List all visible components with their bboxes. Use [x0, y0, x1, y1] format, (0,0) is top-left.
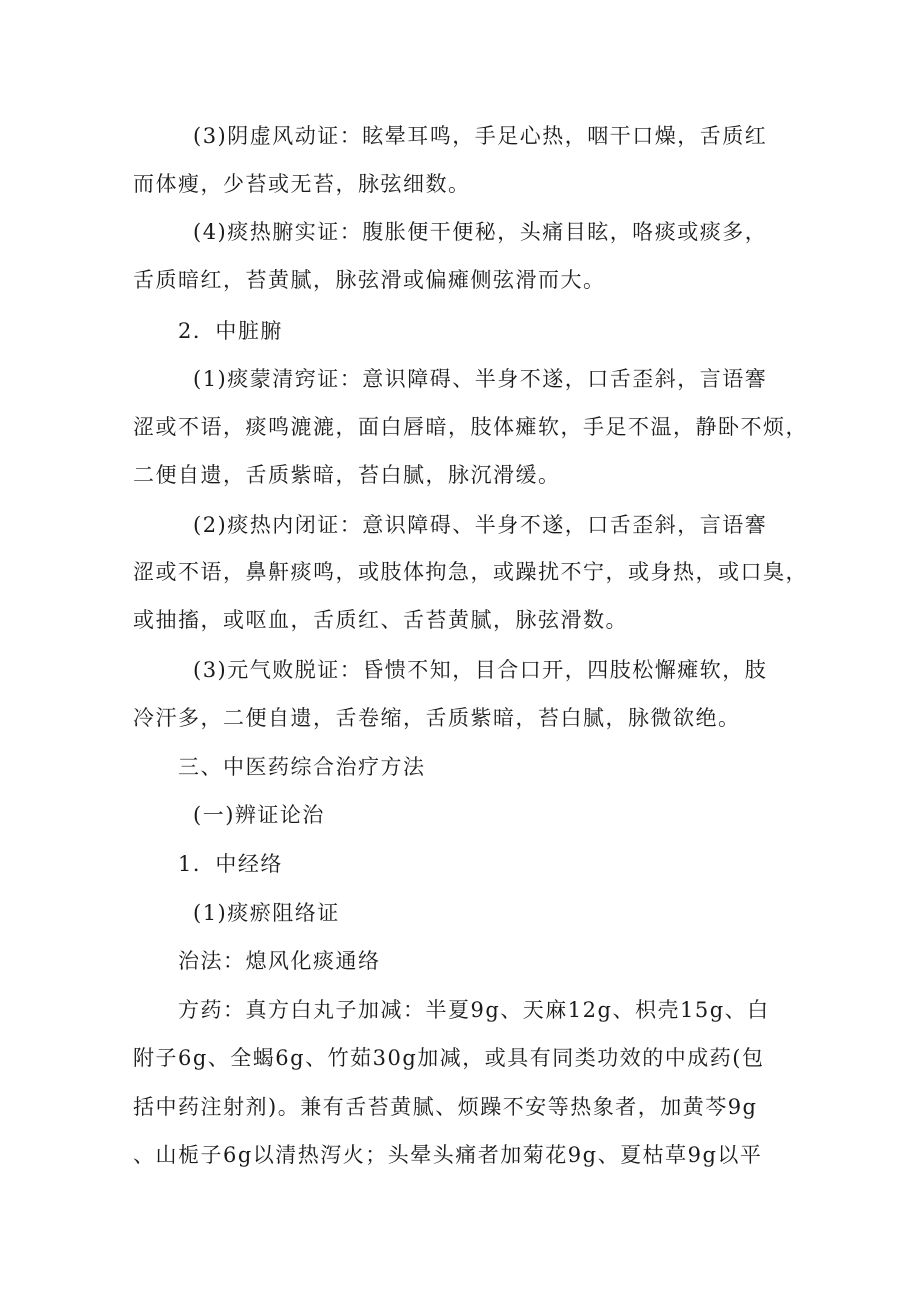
text-line: 附子6g、全蝎6g、竹茹30g加减，或具有同类功效的中成药(包	[133, 1046, 765, 1070]
subsection-heading: 1．中经络	[178, 852, 283, 876]
text-line: 而体瘦，少苔或无苔，脉弦细数。	[133, 172, 471, 196]
text-line: 括中药注射剂)。兼有舌苔黄腻、烦躁不安等热象者，加黄芩9g	[133, 1095, 758, 1119]
subsection-heading: (一)辨证论治	[193, 803, 325, 827]
text-line: 涩或不语，鼻鼾痰鸣，或肢体拘急，或躁扰不宁，或身热，或口臭，	[133, 560, 808, 584]
text-line: 二便自遗，舌质紫暗，苔白腻，脉沉滑缓。	[133, 463, 561, 487]
section-heading: 2．中脏腑	[178, 319, 283, 343]
text-line: (3)阴虚风动证：眩晕耳鸣，手足心热，咽干口燥，舌质红	[193, 124, 768, 148]
text-line: (4)痰热腑实证：腹胀便干便秘，头痛目眩，咯痰或痰多，	[193, 220, 768, 244]
text-line: 涩或不语，痰鸣漉漉，面白唇暗，肢体瘫软，手足不温，静卧不烦，	[133, 415, 808, 439]
text-line: 冷汗多，二便自遗，舌卷缩，舌质紫暗，苔白腻，脉微欲绝。	[133, 706, 741, 730]
text-line: 治法：熄风化痰通络	[178, 949, 381, 973]
text-line: (1)痰蒙清窍证：意识障碍、半身不遂，口舌歪斜，言语謇	[193, 367, 768, 391]
text-line: 方药：真方白丸子加减：半夏9g、天麻12g、枳壳15g、白	[178, 998, 770, 1022]
text-line: 或抽搐，或呕血，舌质红、舌苔黄腻，脉弦滑数。	[133, 608, 628, 632]
subsection-heading: (1)痰瘀阻络证	[193, 901, 340, 925]
text-line: 舌质暗红，苔黄腻，脉弦滑或偏瘫侧弦滑而大。	[133, 268, 606, 292]
text-line: 、山栀子6g以清热泻火；头晕头痛者加菊花9g、夏枯草9g以平	[133, 1143, 763, 1167]
text-line: (2)痰热内闭证：意识障碍、半身不遂，口舌歪斜，言语謇	[193, 513, 768, 537]
text-line: (3)元气败脱证：昏愦不知，目合口开，四肢松懈瘫软，肢	[193, 658, 768, 682]
section-heading: 三、中医药综合治疗方法	[178, 755, 426, 779]
